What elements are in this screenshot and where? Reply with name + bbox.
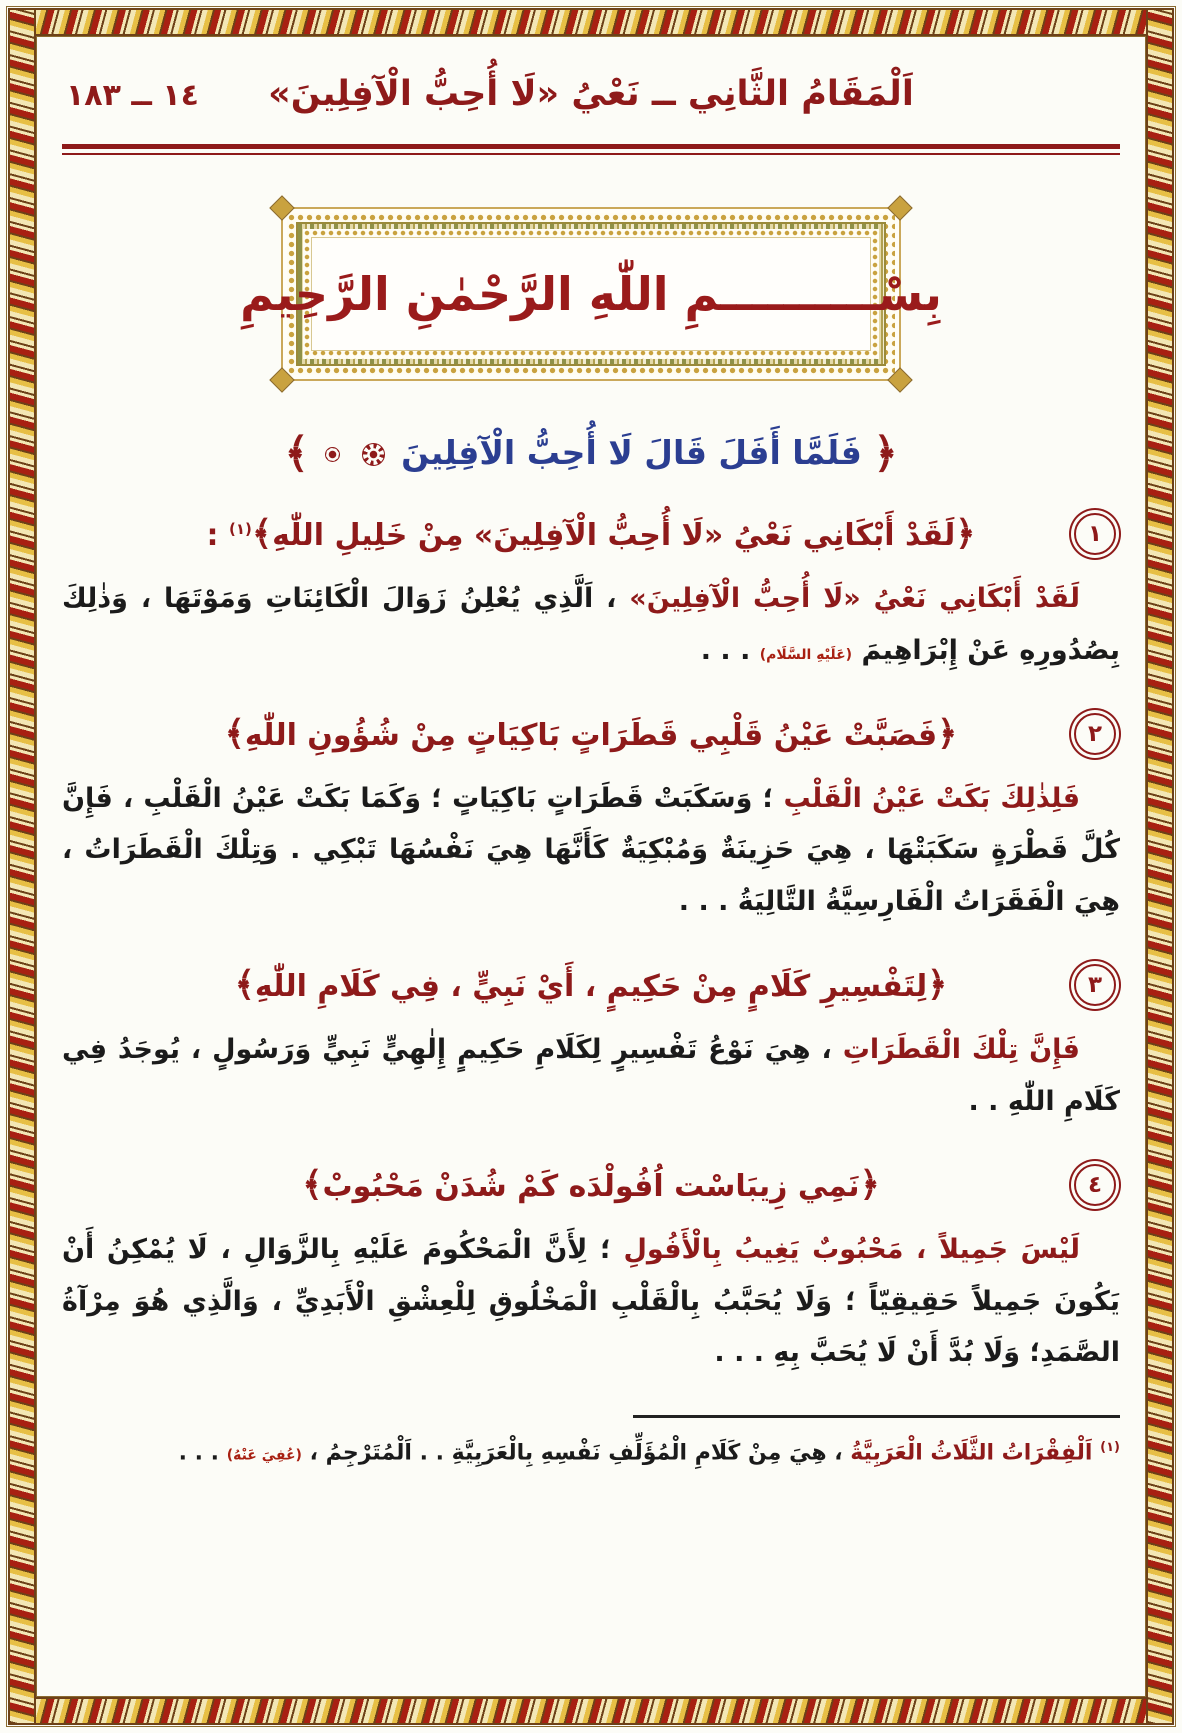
basmala-calligraphy: بِسْــــــــــمِ اللّٰهِ الرَّحْمٰنِ الرَّحِيمِ [240, 267, 942, 321]
section-4-heading-row [62, 1158, 1120, 1212]
footnote [62, 1440, 1120, 1465]
header-double-rule [62, 144, 1120, 155]
rosette-ornament-icon [362, 443, 385, 466]
ornate-open-bracket: ﴿ [873, 429, 898, 477]
section-1-title [207, 514, 976, 554]
alayhi-salam-seal: (عَلَيْهِ السَّلَام) [759, 646, 853, 663]
section-number-badge: ٢ [1074, 713, 1116, 755]
paragraph-body: ، اَلَّذِي يُعْلِنُ زَوَالَ الْكَائِنَاتِ وَمَوْتَهَا ، وَذٰلِكَ بِصُدُورِهِ عَنْ إِبْرَاهِيمَ [62, 583, 1120, 666]
ornate-close-bracket: ﴾ [224, 713, 245, 754]
panel-outer-border [240, 207, 942, 381]
section-1 [62, 507, 1120, 677]
footnote-lead-red: اَلْفِقْرَاتُ الثَّلَاثُ الْعَرَبِيَّةُ [850, 1440, 1093, 1466]
section-number-badge: ١ [1074, 513, 1116, 555]
ornate-open-bracket: ﴿ [937, 713, 958, 754]
ufiya-anhu-seal: (عُفِيَ عَنْهُ) [226, 1447, 302, 1464]
page-content [62, 74, 1120, 1689]
section-3-title-text: لِتَفْسِيرِ كَلَامٍ مِنْ حَكِيمٍ ، أَيْ نَبِيٍّ ، فِي كَلَامِ اللّٰهِ [254, 969, 928, 1005]
section-2-heading-row [62, 707, 1120, 761]
ornate-open-bracket: ﴿ [927, 965, 948, 1006]
ornate-close-bracket: ﴾ [284, 429, 309, 477]
section-4 [62, 1158, 1120, 1379]
rosette-ornament-small-icon [325, 447, 340, 462]
section-1-paragraph [62, 573, 1120, 677]
paragraph-lead-red: فَلِذٰلِكَ بَكَتْ عَيْنُ الْقَلْبِ [783, 782, 1081, 814]
basmala-panel [240, 207, 942, 381]
panel-olive-band [240, 222, 942, 366]
chapter-title: اَلْمَقَامُ الثَّانِي ــ نَعْيُ «لَا أُحِبُّ الْآفِلِينَ» [268, 74, 914, 114]
footnote-reference: (١) [229, 520, 252, 538]
section-3-heading-row [62, 958, 1120, 1012]
footnote-body: ، هِيَ مِنْ كَلَامِ الْمُؤَلِّفِ نَفْسِهِ بِالْعَرَبِيَّةِ . . اَلْمُتَرْجِمُ ، [301, 1440, 851, 1466]
paragraph-tail: . . . [700, 634, 760, 666]
ornate-open-bracket: ﴿ [859, 1164, 880, 1205]
section-number-badge: ٣ [1074, 964, 1116, 1006]
paragraph-lead-red: لَيْسَ جَمِيلاً ، مَحْبُوبٌ يَغِيبُ بِالْأَفُولِ [623, 1233, 1080, 1265]
title-colon: : [206, 518, 229, 553]
section-2-paragraph [62, 773, 1120, 928]
section-1-heading-row [62, 507, 1120, 561]
section-2-title-text: فَصَبَّتْ عَيْنُ قَلْبِي قَطَرَاتٍ بَاكِيَاتٍ مِنْ شُؤُونِ اللّٰهِ [244, 717, 938, 753]
paragraph-lead-red: فَإِنَّ تِلْكَ الْقَطَرَاتِ [842, 1034, 1080, 1066]
panel-bead-band [240, 213, 942, 375]
ornate-close-bracket: ﴾ [234, 965, 255, 1006]
panel-bead-band-inner [240, 229, 942, 359]
section-4-paragraph [62, 1224, 1120, 1379]
paragraph-body: ، هِيَ نَوْعُ تَفْسِيرٍ لِكَلَامِ حَكِيمٍ إِلٰهِيٍّ نَبِيٍّ وَرَسُولٍ ، يُوجَدُ فِي كَلَامِ اللّٰهِ . . [62, 1034, 1120, 1117]
footnote-separator [633, 1415, 1120, 1418]
chain-border-top [8, 8, 1174, 36]
section-4-title-text: نَمِي زِيبَاسْت اُفُولْدَه كَمْ شُدَنْ مَحْبُوبْ [322, 1168, 860, 1204]
section-2-title [225, 714, 958, 754]
section-3-title [235, 965, 948, 1005]
footnote-number: (١) [1100, 1440, 1120, 1456]
chain-border-left [8, 8, 36, 1725]
verse-text: فَلَمَّا أَفَلَ قَالَ لَا أُحِبُّ الْآفِلِينَ [401, 433, 862, 472]
section-4-title [302, 1165, 880, 1205]
running-head [62, 74, 1120, 134]
ornate-close-bracket: ﴾ [302, 1164, 323, 1205]
chain-border-bottom [8, 1697, 1174, 1725]
panel-inner [240, 237, 942, 351]
paragraph-body: ؛ وَسَكَبَتْ قَطَرَاتٍ بَاكِيَاتٍ ؛ وَكَمَا بَكَتْ عَيْنُ الْقَلْبِ ، فَإِنَّ كُلَّ قَطْرَةٍ سَكَبَتْهَا ، هِيَ حَزِينَةٌ وَمُبْكِيَةٌ كَأَنَّهَا هِيَ نَفْسُهَا تَبْكِي . وَتِلْكَ الْقَطَرَاتُ ، هِيَ الْفَقَرَاتُ الْفَارِسِيَّةُ التَّالِيَةُ . . . [62, 782, 1120, 918]
paragraph-lead-red: لَقَدْ أَبْكَانِي نَعْيُ «لَا أُحِبُّ الْآفِلِينَ» [629, 583, 1081, 614]
page-numbers: ١٤ ــ ١٨٣ [66, 78, 199, 113]
section-1-title-text: لَقَدْ أَبْكَانِي نَعْيُ «لَا أُحِبُّ الْآفِلِينَ» مِنْ خَلِيلِ اللّٰهِ [272, 518, 956, 553]
section-2 [62, 707, 1120, 928]
section-number-badge: ٤ [1074, 1164, 1116, 1206]
ornate-open-bracket: ﴿ [955, 514, 976, 554]
quran-verse [62, 429, 1120, 477]
section-3-paragraph [62, 1024, 1120, 1128]
ornate-close-bracket: ﴾ [251, 514, 273, 554]
footnote-tail: . . . [178, 1440, 227, 1466]
section-3 [62, 958, 1120, 1128]
chain-border-right [1146, 8, 1174, 1725]
paragraph-body: ؛ لِأَنَّ الْمَحْكُومَ عَلَيْهِ بِالزَّوَالِ ، لَا يُمْكِنُ أَنْ يَكُونَ جَمِيلاً حَقِيقِيّاً ؛ وَلَا يُحَبَّبُ بِالْقَلْبِ الْمَخْلُوقِ لِلْعِشْقِ الْأَبَدِيِّ ، وَالَّذِي هُوَ مِرْآةُ الصَّمَدِ؛ وَلَا بُدَّ أَنْ لَا يُحَبَّ بِهِ . . . [62, 1233, 1120, 1369]
